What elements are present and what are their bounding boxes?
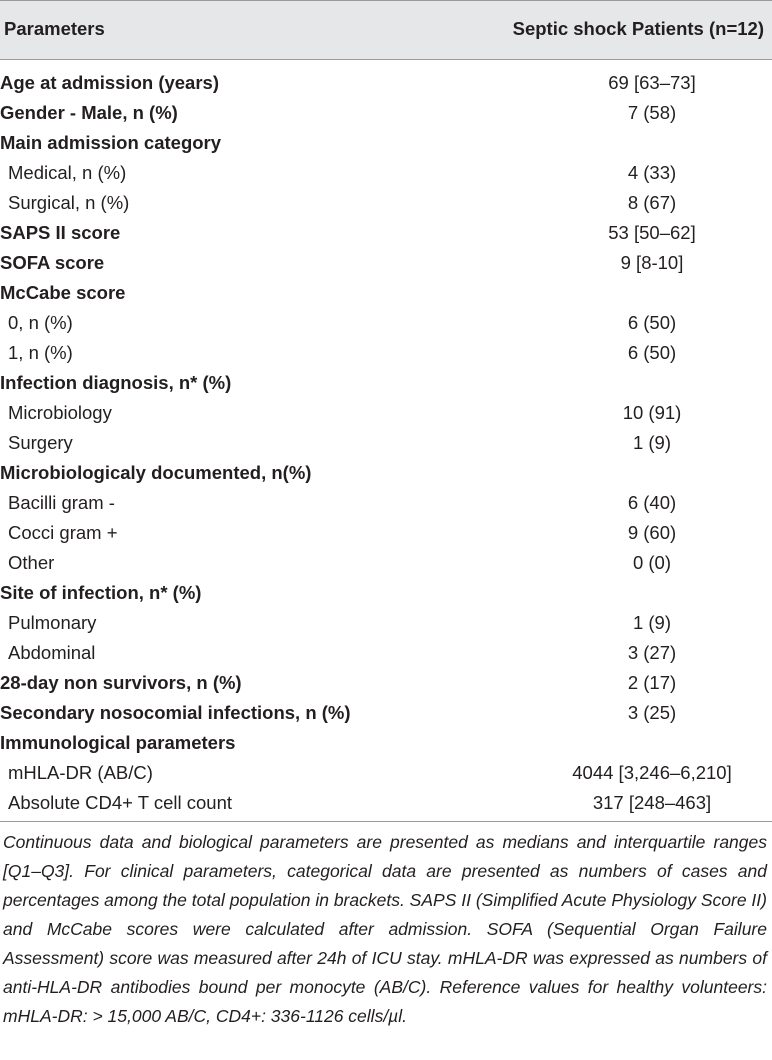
table-row	[0, 218, 772, 248]
row-label: SOFA score	[0, 252, 105, 273]
table-row	[0, 128, 772, 158]
table-row	[0, 698, 772, 728]
row-value: 1 (9)	[632, 612, 672, 633]
row-value	[532, 368, 772, 398]
row-value: 3 (25)	[627, 702, 677, 723]
row-label: Infection diagnosis, n* (%)	[0, 372, 232, 393]
row-label: SAPS II score	[0, 222, 121, 243]
row-value: 69 [63–73]	[608, 72, 696, 93]
row-label: Medical, n (%)	[8, 162, 127, 183]
table-row	[0, 428, 772, 458]
table-row	[0, 98, 772, 128]
header-parameters: Parameters	[4, 18, 105, 39]
row-value: 2 (17)	[627, 672, 677, 693]
row-label: McCabe score	[0, 282, 126, 303]
row-value: 3 (27)	[627, 642, 677, 663]
table-row	[0, 548, 772, 578]
row-value: 4 (33)	[627, 162, 677, 183]
row-label: Absolute CD4+ T cell count	[8, 792, 233, 813]
row-value: 0 (0)	[632, 552, 672, 573]
table-row	[0, 188, 772, 218]
row-value	[532, 458, 772, 488]
row-value	[532, 578, 772, 608]
row-label: Bacilli gram -	[8, 492, 115, 513]
row-label: Immunological parameters	[0, 732, 236, 753]
row-label: Secondary nosocomial infections, n (%)	[0, 702, 351, 723]
row-label: Other	[8, 552, 55, 573]
row-label: 1, n (%)	[8, 342, 73, 363]
table-row	[0, 578, 772, 608]
row-value: 53 [50–62]	[608, 222, 696, 243]
row-label: mHLA-DR (AB/C)	[8, 762, 153, 783]
table-row	[0, 278, 772, 308]
table-row	[0, 638, 772, 668]
table-row	[0, 788, 772, 818]
footnote-divider	[0, 821, 772, 822]
table-header	[0, 0, 772, 60]
table-row	[0, 488, 772, 518]
row-label: Abdominal	[8, 642, 96, 663]
table-row	[0, 398, 772, 428]
row-value	[532, 728, 772, 758]
table-row	[0, 728, 772, 758]
row-value: 6 (50)	[627, 342, 677, 363]
row-label: Surgery	[8, 432, 73, 453]
table-row	[0, 758, 772, 788]
row-label: 0, n (%)	[8, 312, 73, 333]
table-row	[0, 668, 772, 698]
row-label: Site of infection, n* (%)	[0, 582, 202, 603]
row-value: 8 (67)	[627, 192, 677, 213]
row-value: 1 (9)	[632, 432, 672, 453]
row-value: 4044 [3,246–6,210]	[572, 762, 732, 783]
row-value: 7 (58)	[627, 102, 677, 123]
table-footnote: Continuous data and biological parameters are presented as medians and interquartile ranges [Q1–Q3]. For clinical parameters, categorical data are presented as numbers of cases and percentages among the total population in brackets. SAPS II (Simplified Acute Physiology Score II) and McCabe scores were calculated after admission. SOFA (Sequential Organ Failure Assessment) score was measured after 24h of ICU stay. mHLA-DR was expressed as numbers of anti-HLA-DR antibodies bound per monocyte (AB/C). Reference values for healthy volunteers: mHLA-DR: > 15,000 AB/C, CD4+: 336-1126 cells/µl.	[3, 832, 767, 1026]
row-label: Age at admission (years)	[0, 72, 219, 93]
row-label: Surgical, n (%)	[8, 192, 130, 213]
row-label: Pulmonary	[8, 612, 97, 633]
row-value: 6 (50)	[627, 312, 677, 333]
row-value	[532, 278, 772, 308]
table-row	[0, 68, 772, 98]
row-label: Microbiologicaly documented, n(%)	[0, 462, 312, 483]
row-label: Main admission category	[0, 132, 222, 153]
table-row	[0, 518, 772, 548]
table-row	[0, 368, 772, 398]
table-row	[0, 308, 772, 338]
table-row	[0, 458, 772, 488]
row-label: 28-day non survivors, n (%)	[0, 672, 242, 693]
row-label: Microbiology	[8, 402, 112, 423]
row-label: Cocci gram +	[8, 522, 118, 543]
row-value: 9 (60)	[627, 522, 677, 543]
row-value: 10 (91)	[622, 402, 682, 423]
row-value	[532, 128, 772, 158]
row-label: Gender - Male, n (%)	[0, 102, 178, 123]
table-row	[0, 338, 772, 368]
row-value: 9 [8-10]	[620, 252, 684, 273]
row-value: 317 [248–463]	[592, 792, 712, 813]
data-table	[0, 68, 772, 818]
row-value: 6 (40)	[627, 492, 677, 513]
table-row	[0, 608, 772, 638]
table-body	[0, 68, 772, 818]
table-row	[0, 158, 772, 188]
table-row	[0, 248, 772, 278]
header-septic-shock-patients: Septic shock Patients (n=12)	[512, 18, 764, 39]
